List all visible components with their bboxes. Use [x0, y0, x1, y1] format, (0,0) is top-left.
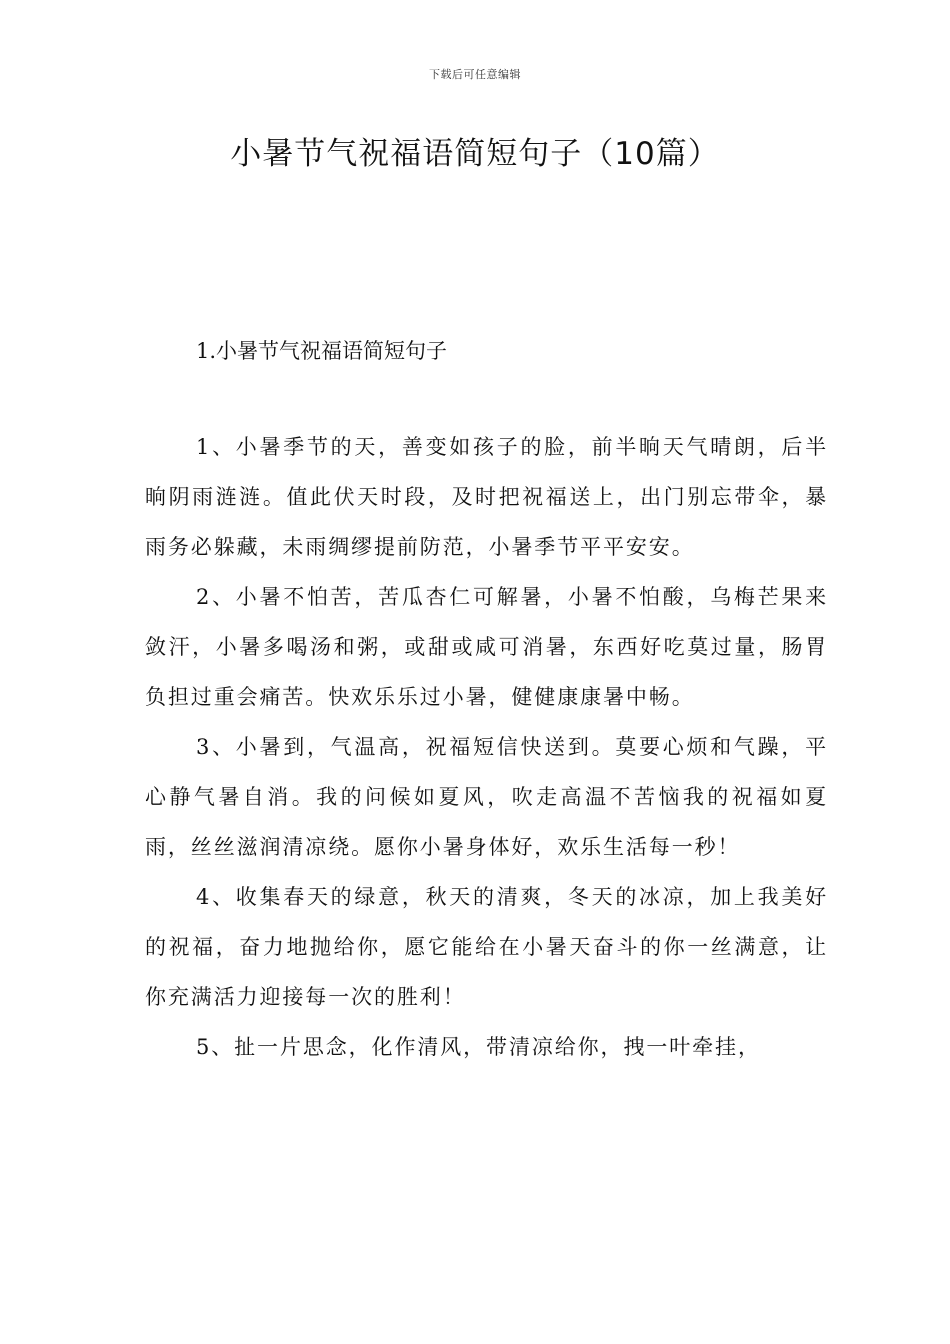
paragraph: 4、收集春天的绿意，秋天的清爽，冬天的冰凉，加上我美好的祝福，奋力地抛给你，愿它能给在小暑天奋斗的你一丝满意，让你充满活力迎接每一次的胜利！ — [145, 885, 828, 1009]
paragraph: 1、小暑季节的天，善变如孩子的脸，前半晌天气晴朗，后半晌阴雨涟涟。值此伏天时段，及时把祝福送上，出门别忘带伞，暴雨务必躲藏，未雨绸缪提前防范，小暑季节平平安安。 — [145, 435, 828, 559]
header-note: 下载后可任意编辑 — [429, 68, 521, 81]
section-heading: 1.小暑节气祝福语简短句子 — [196, 339, 448, 363]
paragraph: 2、小暑不怕苦，苦瓜杏仁可解暑，小暑不怕酸，乌梅芒果来敛汗，小暑多喝汤和粥，或甜或咸可消暑，东西好吃莫过量，肠胃负担过重会痛苦。快欢乐乐过小暑，健健康康暑中畅。 — [145, 585, 828, 709]
document-body — [145, 422, 828, 1072]
paragraph: 3、小暑到，气温高，祝福短信快送到。莫要心烦和气躁，平心静气暑自消。我的问候如夏风，吹走高温不苦恼我的祝福如夏雨，丝丝滋润清凉绕。愿你小暑身体好，欢乐生活每一秒！ — [145, 735, 828, 859]
paragraph: 5、扯一片思念，化作清风，带清凉给你，拽一叶牵挂， — [196, 1035, 761, 1059]
document-title: 小暑节气祝福语简短句子（10篇） — [230, 136, 720, 172]
